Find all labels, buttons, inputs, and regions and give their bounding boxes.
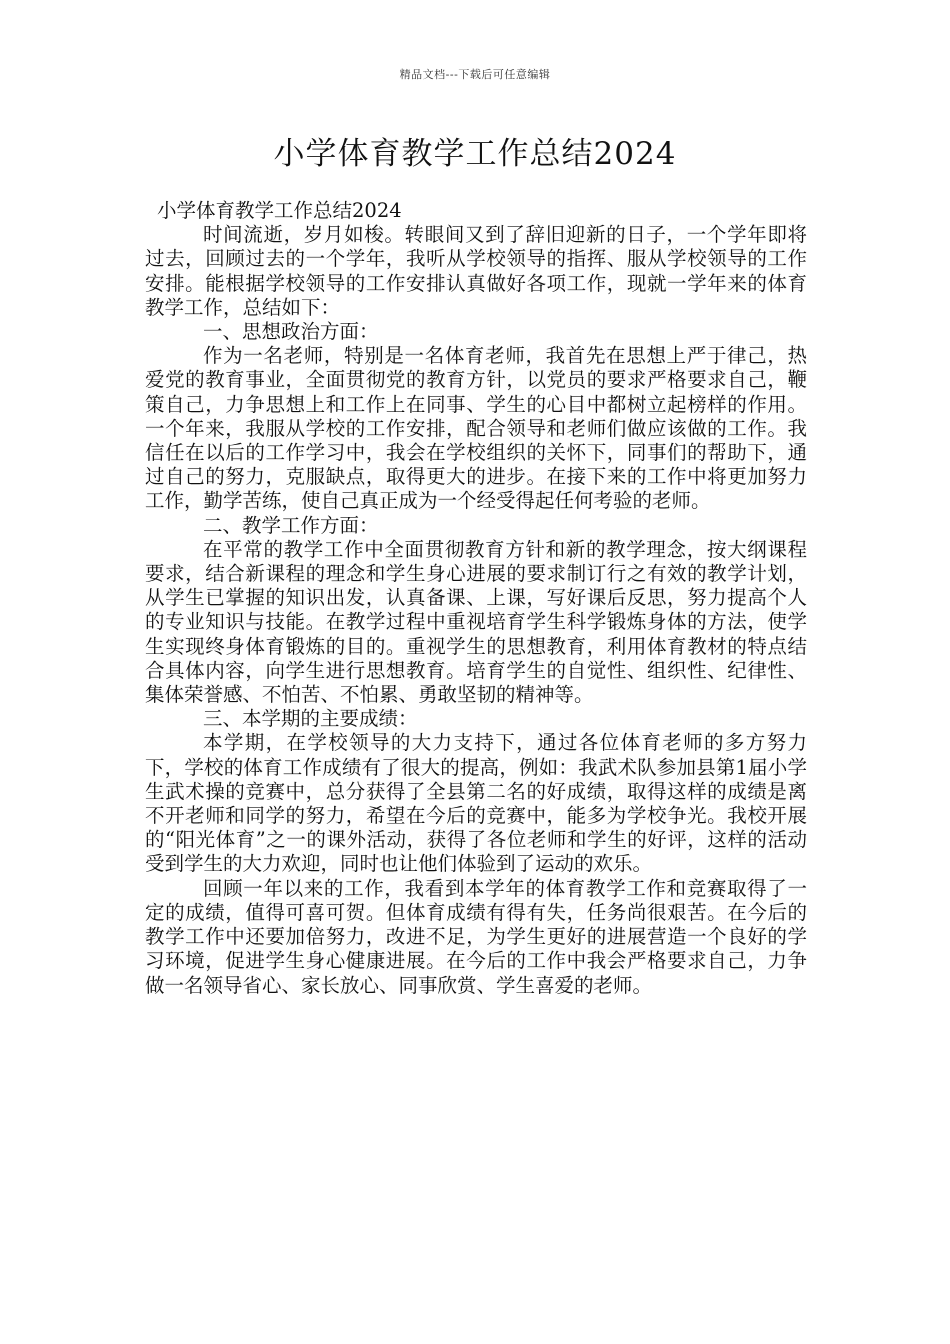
paragraph-intro: 时间流逝，岁月如梭。转眼间又到了辞旧迎新的日子，一个学年即将过去，回顾过去的一个学年，我听从学校领导的指挥、服从学校领导的工作安排。能根据学校领导的工作安排认真做好各项工作，现就一学年来的体育教学工作，总结如下：	[145, 223, 807, 319]
section-heading-teaching: 二、教学工作方面：	[203, 513, 379, 537]
paragraph-achievements: 本学期，在学校领导的大力支持下，通过各位体育老师的多方努力下，学校的体育工作成绩有了很大的提高，例如：我武术队参加县第1届小学生武术操的竞赛中，总分获得了全县第二名的好成绩，取得这样的成绩是离不开老师和同学的努力，希望在今后的竞赛中，能多为学校争光。我校开展的“阳光体育”之一的课外活动，获得了各位老师和学生的好评，这样的活动受到学生的大力欢迎，同时也让他们体验到了运动的欢乐。	[145, 731, 807, 876]
paragraph-conclusion: 回顾一年以来的工作，我看到本学年的体育教学工作和竞赛取得了一定的成绩，值得可喜可贺。但体育成绩有得有失，任务尚很艰苦。在今后的教学工作中还要加倍努力，改进不足，为学生更好的进展营造一个良好的学习环境，促进学生身心健康进展。在今后的工作中我会严格要求自己，力争做一名领导省心、家长放心、同事欣赏、学生喜爱的老师。	[145, 876, 807, 997]
header-note: 精品文档---下载后可任意编辑	[399, 68, 551, 81]
section-heading-achievements: 三、本学期的主要成绩：	[203, 707, 418, 731]
page-title: 小学体育教学工作总结2024	[273, 136, 677, 172]
paragraph-politics: 作为一名老师，特别是一名体育老师，我首先在思想上严于律己，热爱党的教育事业，全面贯彻党的教育方针，以党员的要求严格要求自己，鞭策自己，力争思想上和工作上在同事、学生的心目中都树立起榜样的作用。一个年来，我服从学校的工作安排，配合领导和老师们做应该做的工作。我信任在以后的工作学习中，我会在学校组织的关怀下，同事们的帮助下，通过自己的努力，克服缺点，取得更大的进步。在接下来的工作中将更加努力工作，勤学苦练，使自己真正成为一个经受得起任何考验的老师。	[145, 344, 807, 513]
paragraph-teaching: 在平常的教学工作中全面贯彻教育方针和新的教学理念，按大纲课程要求，结合新课程的理念和学生身心进展的要求制订行之有效的教学计划，从学生已掌握的知识出发，认真备课、上课，写好课后反思，努力提高个人的专业知识与技能。在教学过程中重视培育学生科学锻炼身体的方法，使学生实现终身体育锻炼的目的。重视学生的思想教育，利用体育教材的特点结合具体内容，向学生进行思想教育。培育学生的自觉性、组织性、纪律性、集体荣誉感、不怕苦、不怕累、勇敢坚韧的精神等。	[145, 537, 807, 707]
section-heading-politics: 一、思想政治方面：	[203, 320, 379, 344]
document-body	[145, 199, 807, 998]
document-subtitle: 小学体育教学工作总结2024	[157, 199, 402, 222]
